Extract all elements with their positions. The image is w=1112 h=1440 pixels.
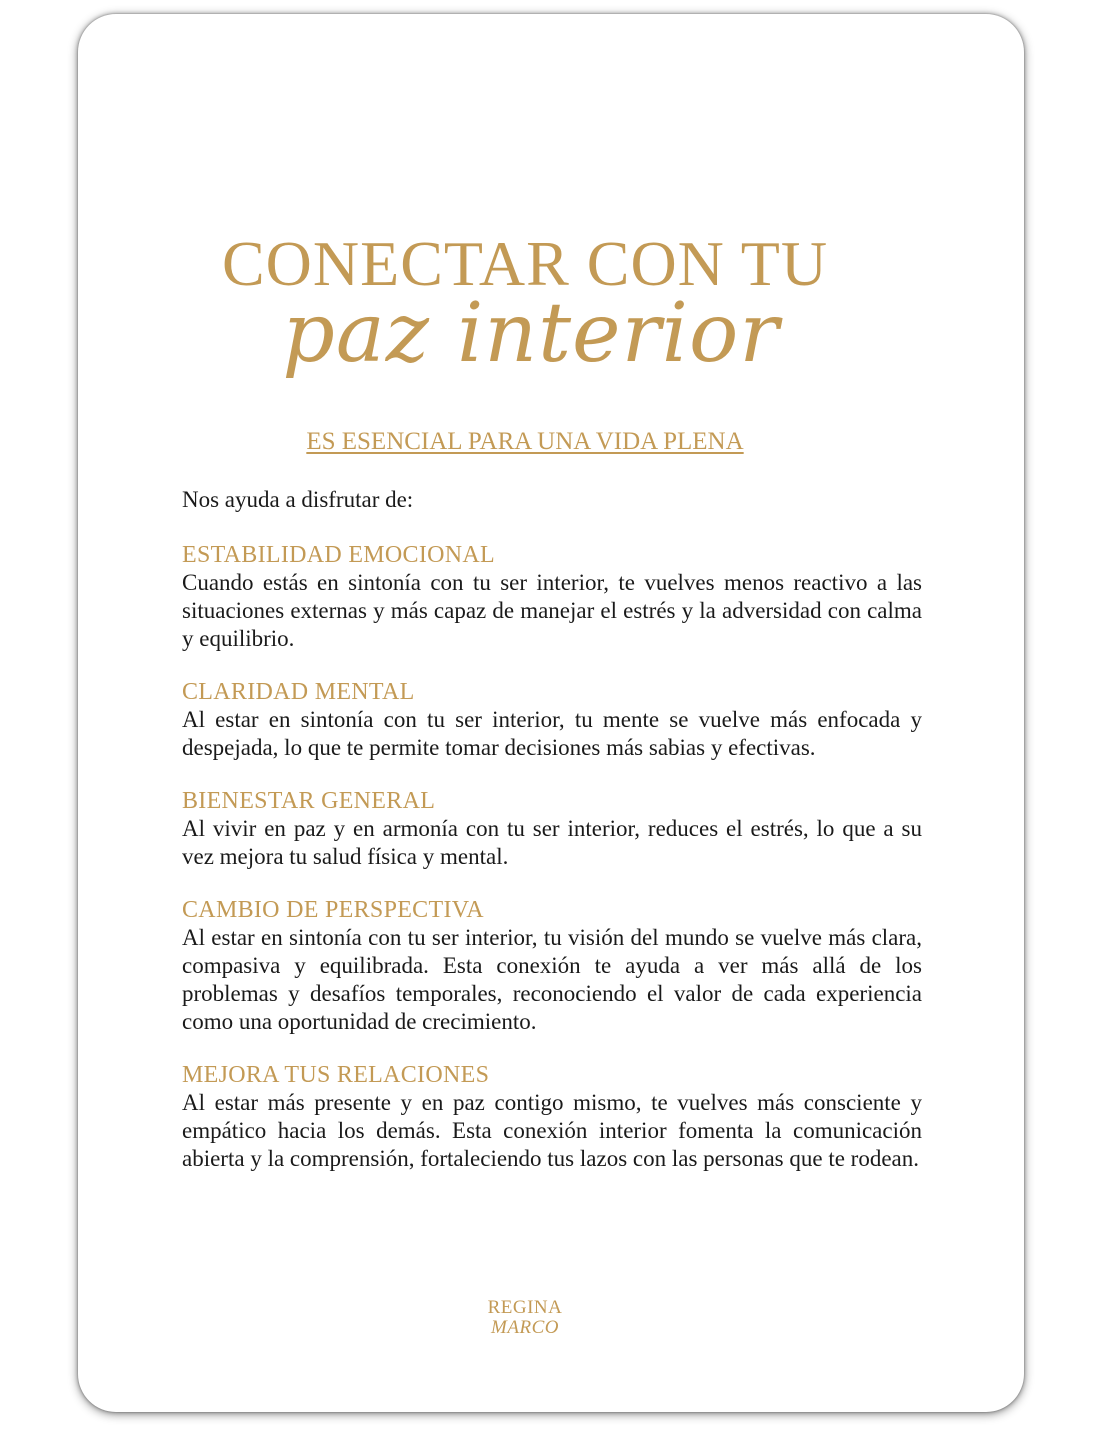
section-heading: MEJORA TUS RELACIONES: [182, 1062, 490, 1088]
section-body: Al vivir en paz y en armonía con tu ser interior, reduces el estrés, lo que a su vez mejora tu salud física y mental.: [182, 816, 922, 869]
title-script: paz interior: [282, 286, 780, 381]
section-bienestar: [182, 787, 922, 871]
content-body: [182, 486, 922, 1198]
section-body: Al estar más presente y en paz contigo mismo, te vuelves más consciente y empático hacia los demás. Esta conexión interior fomenta la comunicación abierta y la comprensión, fortaleciendo tus lazos con las personas que te rodean.: [182, 1090, 922, 1171]
logo-line-1: REGINA: [487, 1297, 563, 1318]
section-heading: CLARIDAD MENTAL: [182, 679, 415, 705]
brand-logo: [52, 1298, 998, 1338]
section-heading: ESTABILIDAD EMOCIONAL: [182, 542, 496, 568]
section-relaciones: [182, 1061, 922, 1173]
section-body: Al estar en sintonía con tu ser interior, tu mente se vuelve más enfocada y despejada, lo que te permite tomar decisiones más sabias y efectivas.: [182, 707, 922, 760]
section-estabilidad: [182, 541, 922, 653]
section-claridad: [182, 678, 922, 762]
logo-line-2: MARCO: [491, 1317, 559, 1338]
section-heading: CAMBIO DE PERSPECTIVA: [182, 897, 484, 923]
intro-text: Nos ayuda a disfrutar de:: [182, 487, 414, 512]
title-main: CONECTAR CON TU: [221, 228, 829, 299]
subtitle: ES ESENCIAL PARA UNA VIDA PLENA: [306, 428, 744, 455]
section-body: Cuando estás en sintonía con tu ser interior, te vuelves menos reactivo a las situaciones externas y más capaz de manejar el estrés y la adversidad con calma y equilibrio.: [182, 570, 922, 651]
section-heading: BIENESTAR GENERAL: [182, 788, 436, 814]
document-card: [78, 14, 1024, 1412]
section-perspectiva: [182, 896, 922, 1036]
section-body: Al estar en sintonía con tu ser interior, tu visión del mundo se vuelve más clara, compasiva y equilibrada. Esta conexión te ayuda a ver más allá de los problemas y desafíos temporales, reconociendo el valor de cada experiencia como una oportunidad de crecimiento.: [182, 925, 922, 1034]
